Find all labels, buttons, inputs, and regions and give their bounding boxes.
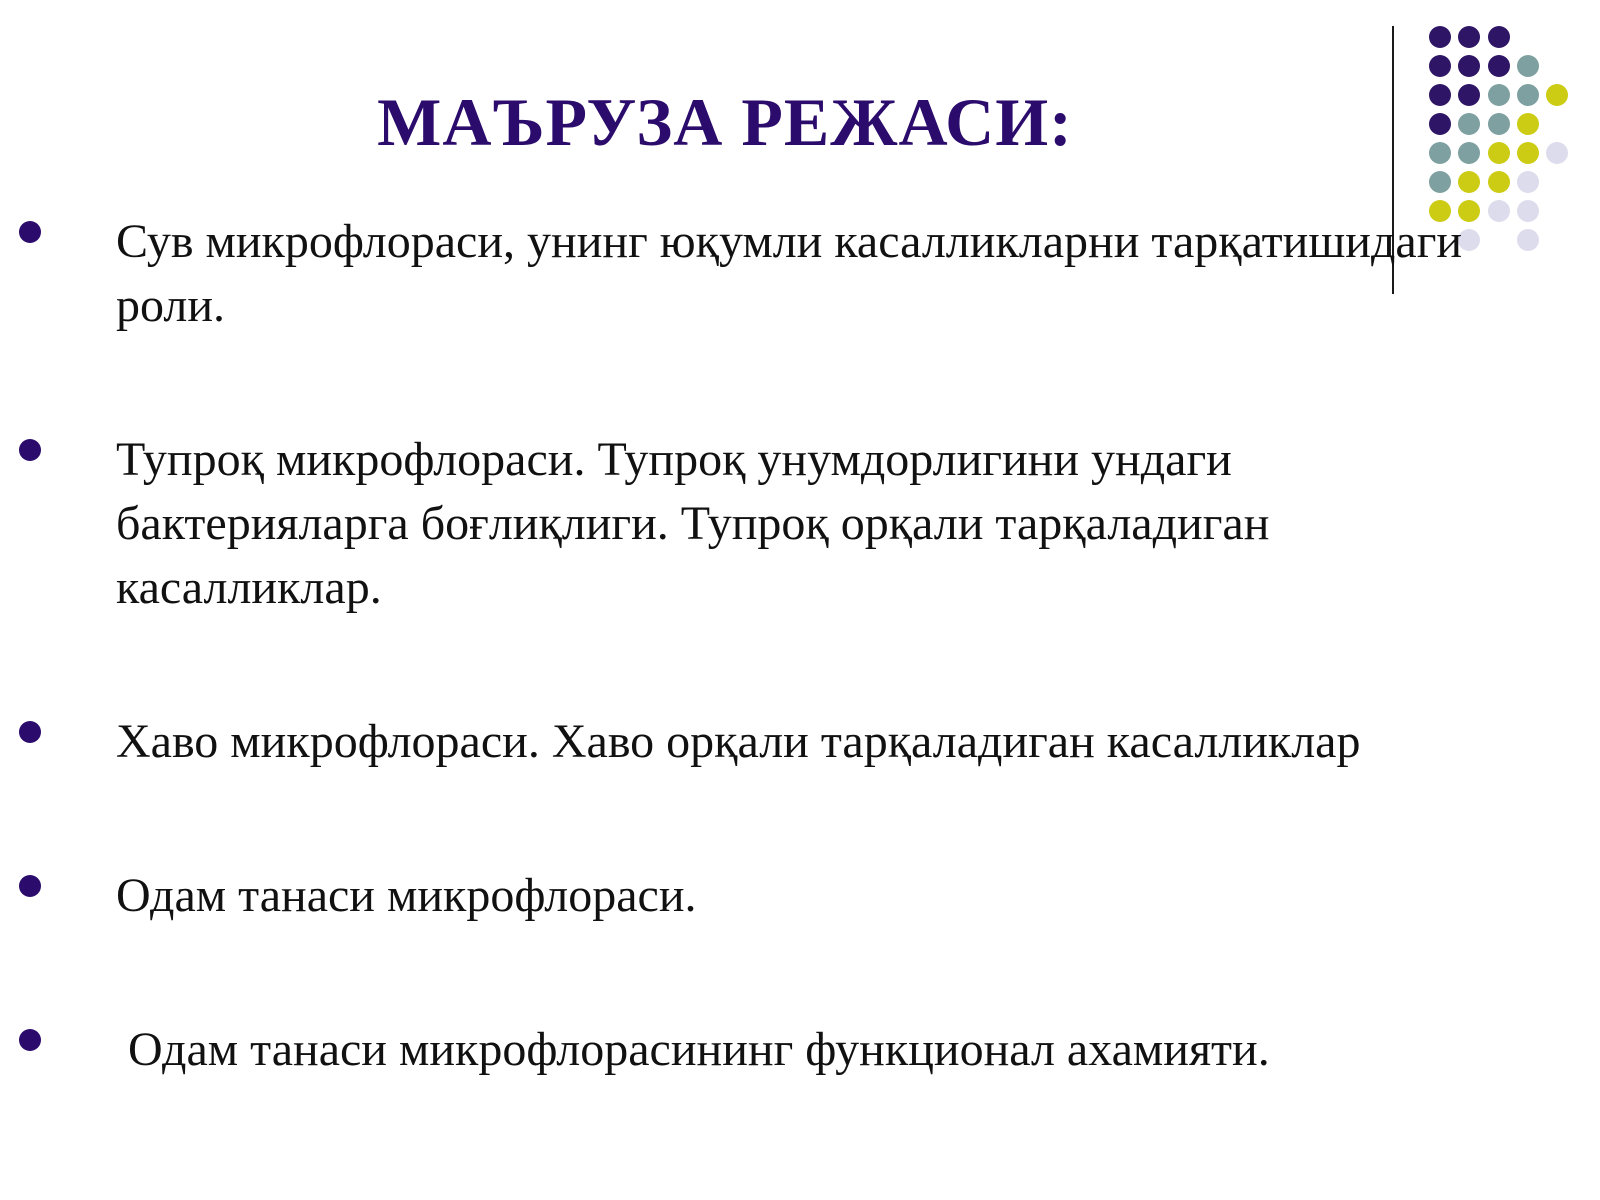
bullet-dot-icon — [19, 439, 41, 461]
bullet-text: Одам танаси микрофлорасининг функционал ахамияти. — [116, 1023, 1270, 1076]
bullet-dot-icon — [19, 221, 41, 243]
bullet-text: Тупроқ микрофлораси. Тупроқ унумдорлигини ундаги бактерияларга боғлиқлиги. Тупроқ орқали тарқаладиган касалликлар. — [116, 433, 1270, 614]
bullet-text: Одам танаси микрофлораси. — [116, 869, 697, 922]
bullet-text: Хаво микрофлораси. Хаво орқали тарқаладиган касалликлар — [116, 715, 1361, 768]
bullet-dot-icon — [19, 1029, 41, 1051]
slide-title: МАЪРУЗА РЕЖАСИ: — [377, 84, 1073, 160]
bullet-dot-icon — [19, 721, 41, 743]
bullet-text: Сув микрофлораси, унинг юқумли касалликларни тарқатишидаги роли. — [116, 215, 1463, 332]
bullet-dot-icon — [19, 875, 41, 897]
